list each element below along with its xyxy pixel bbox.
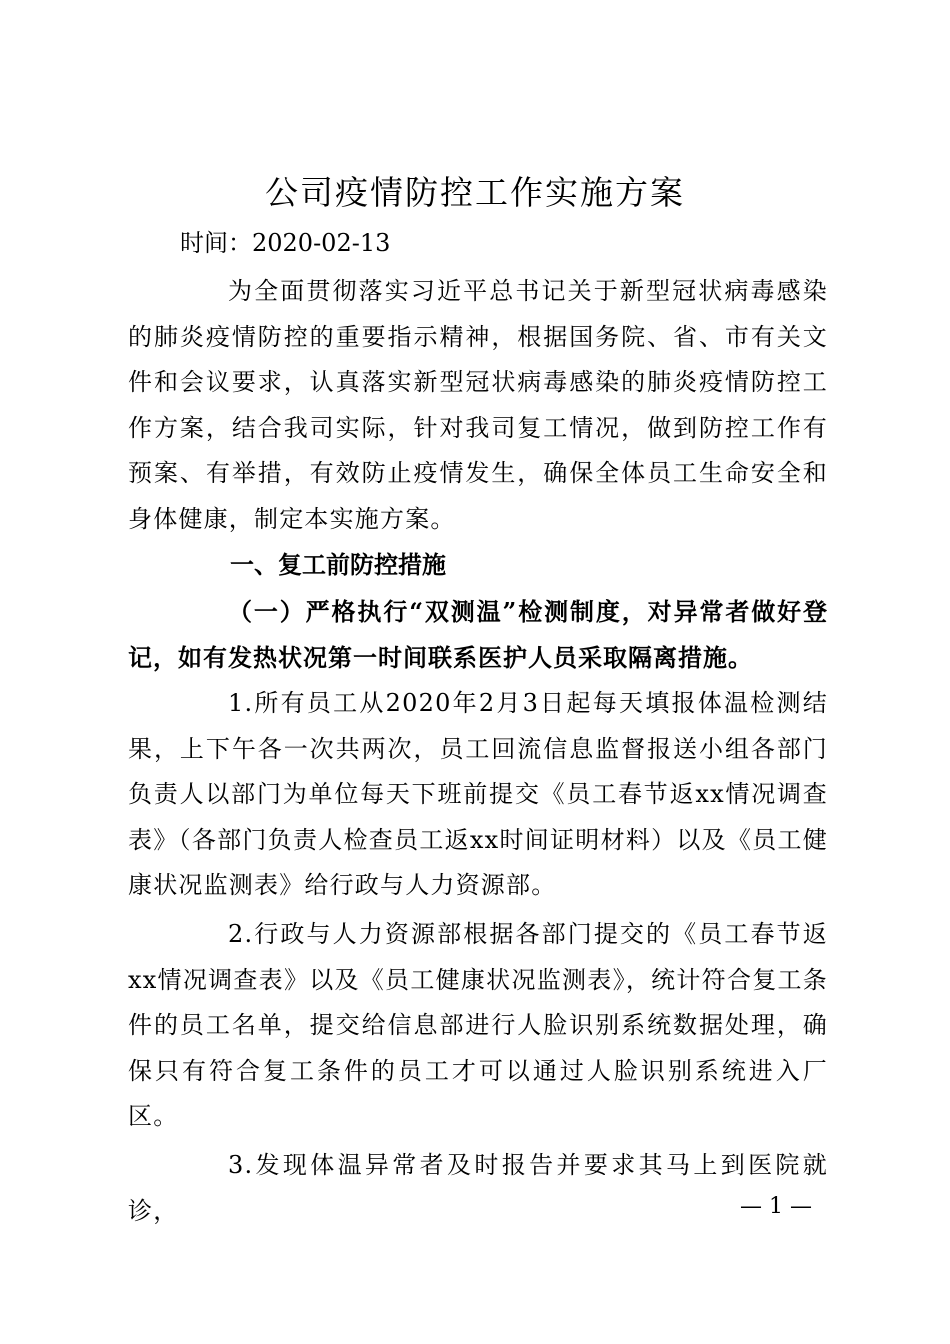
- list-item-1: 1.所有员工从2020年2月3日起每天填报体温检测结果，上下午各一次共两次，员工回流信息监督报送小组各部门负责人以部门为单位每天下班前提交《员工春节返xx情况调查表》（各部门负责人检查员工返xx时间证明材料）以及《员工健康状况监测表》给行政与人力资源部。: [128, 689, 828, 900]
- section-heading-1: 一、复工前防控措施: [230, 551, 446, 579]
- subsection-heading-1: （一）严格执行“双测温”检测制度，对异常者做好登记，如有发热状况第一时间联系医护人员采取隔离措施。: [128, 597, 828, 672]
- page-number: — 1 —: [740, 1194, 812, 1219]
- document-date: 时间：2020-02-13: [180, 229, 391, 257]
- list-item-3: 3.发现体温异常者及时报告并要求其马上到医院就诊，: [128, 1151, 828, 1225]
- intro-paragraph: 为全面贯彻落实习近平总书记关于新型冠状病毒感染的肺炎疫情防控的重要指示精神，根据国务院、省、市有关文件和会议要求，认真落实新型冠状病毒感染的肺炎疫情防控工作方案，结合我司实际，针对我司复工情况，做到防控工作有预案、有举措，有效防止疫情发生，确保全体员工生命安全和身体健康，制定本实施方案。: [128, 277, 828, 533]
- document-title: 公司疫情防控工作实施方案: [265, 173, 685, 212]
- list-item-2: 2.行政与人力资源部根据各部门提交的《员工春节返xx情况调查表》以及《员工健康状况监测表》，统计符合复工条件的员工名单，提交给信息部进行人脸识别系统数据处理，确保只有符合复工条件的员工才可以通过人脸识别系统进入厂区。: [128, 920, 828, 1131]
